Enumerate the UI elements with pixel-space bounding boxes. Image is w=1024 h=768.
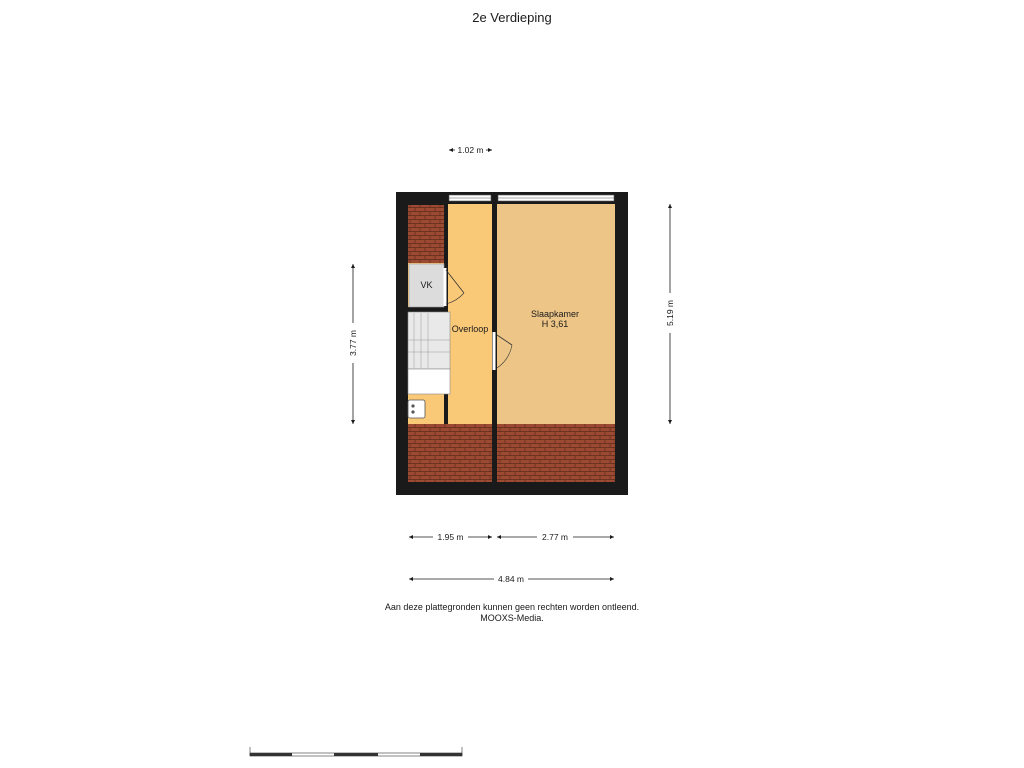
dimension-top-label: 1.02 m	[455, 145, 486, 155]
dimension-right-label: 5.19 m	[665, 293, 675, 333]
staircase	[408, 312, 450, 394]
room-height-slaapkamer: H 3,61	[541, 319, 569, 329]
scale-bar	[250, 747, 462, 756]
roof-tiles-top-left	[408, 205, 444, 263]
roof-tiles-bottom-right	[497, 424, 615, 482]
disclaimer-line-1: Aan deze plattegronden kunnen geen rechten worden ontleend.	[384, 602, 640, 612]
boiler-unit	[408, 400, 425, 418]
overloop-room	[448, 204, 492, 424]
roof-tiles-bottom-left	[408, 424, 492, 482]
dimension-total-label: 4.84 m	[494, 574, 528, 584]
disclaimer-line-2: MOOXS-Media.	[480, 613, 544, 623]
room-label-slaapkamer: Slaapkamer	[530, 309, 580, 319]
dimension-bottom-right-label: 2.77 m	[537, 532, 573, 542]
dimension-left-label: 3.77 m	[348, 323, 358, 363]
room-label-overloop: Overloop	[451, 324, 489, 334]
dimension-bottom-left-label: 1.95 m	[433, 532, 468, 542]
room-label-vk: VK	[420, 280, 433, 290]
floor-title: 2e Verdieping	[472, 10, 552, 25]
